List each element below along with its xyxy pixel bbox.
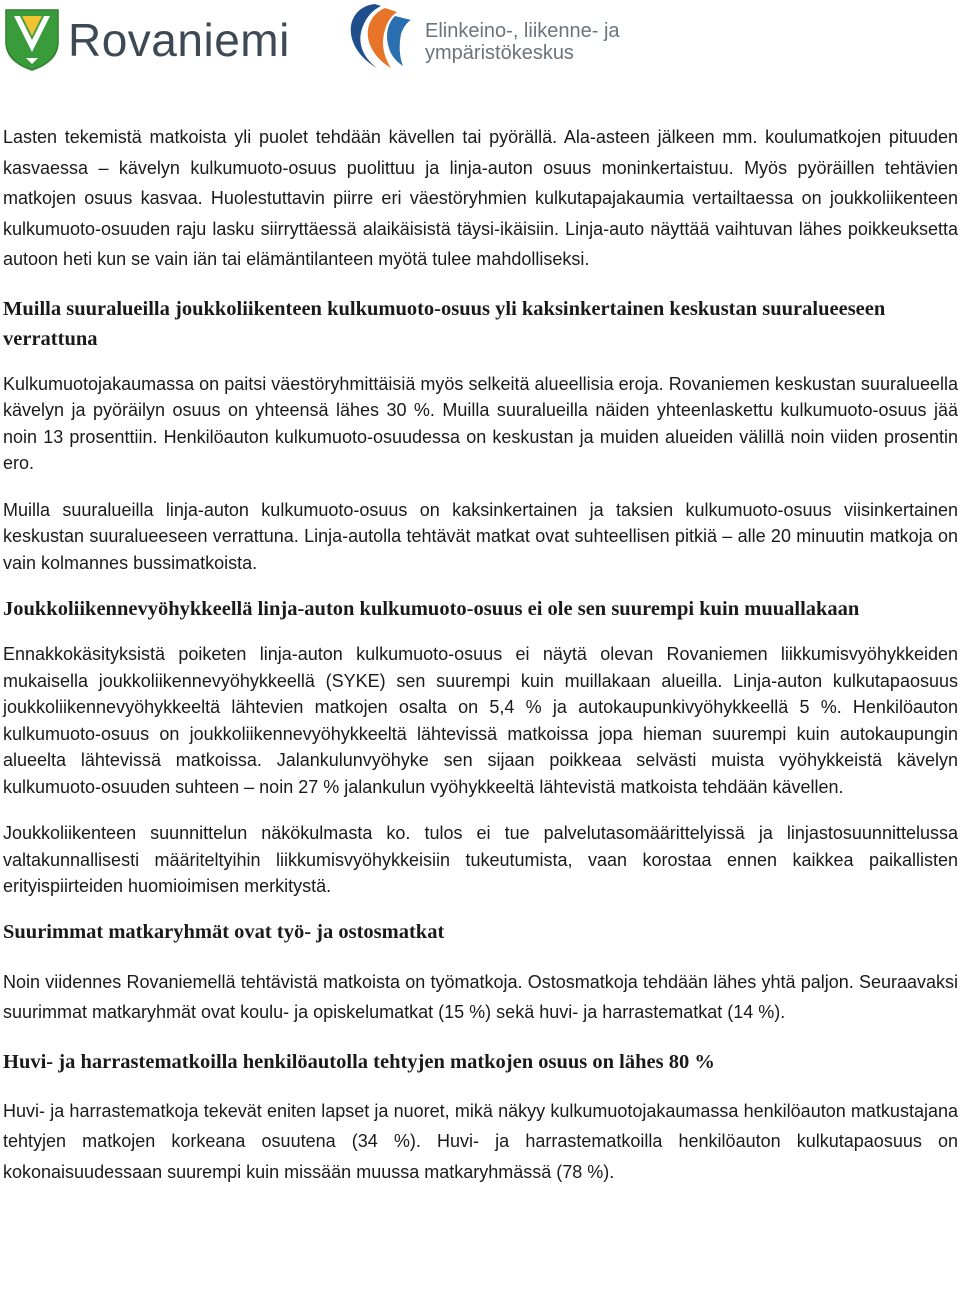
ely-emblem-icon	[345, 0, 415, 74]
document-body	[3, 122, 958, 1187]
ely-logo	[345, 0, 620, 74]
section-regional-differences	[3, 294, 958, 577]
ely-name-line1: Elinkeino-, liikenne- ja	[425, 20, 620, 42]
paragraph: Muilla suuralueilla linja-auton kulkumuoto-osuus on kaksinkertainen ja taksien kulkumuoto-osuus viisinkertainen keskustan suuralueeseen verrattuna. Linja-autolla tehtävät matkat ovat suhteellisen pitkiä – alle 20 minuutin matkoja on vain kolmannes bussimatkoista.	[3, 499, 958, 573]
paragraph: Lasten tekemistä matkoista yli puolet tehdään kävellen tai pyörällä. Ala-asteen jälkeen mm. koulumatkojen pituuden kasvaessa – kävelyn kulkumuoto-osuus puolittuu ja linja-auton osuus moninkertaistuu. Myös pyöräillen tehtävien matkojen osuus kasvaa. Huolestuttavin piirre eri väestöryhmien kulkutapajakaumia vertailtaessa on joukkoliikenteen kulkumuoto-osuuden raju lasku siirryttäessä alaikäisistä täysi-ikäisiin. Linja-auto näyttää vaihtuvan lähes poikkeuksetta autoon heti kun se vain iän tai elämäntilanteen myötä tulee mahdolliseksi.	[3, 127, 958, 270]
section-heading: Suurimmat matkaryhmät ovat työ- ja ostosmatkat	[3, 920, 445, 943]
section-heading: Muilla suuralueilla joukkoliikenteen kulkumuoto-osuus yli kaksinkertainen keskustan suuralueeseen verrattuna	[3, 297, 886, 350]
rovaniemi-logo	[4, 8, 290, 72]
section-trip-groups	[3, 917, 958, 1028]
paragraph: Kulkumuotojakaumassa on paitsi väestöryhmittäisiä myös selkeitä alueellisia eroja. Rovaniemen keskustan suuralueella kävelyn ja pyöräilyn osuus on yhteensä lähes 30 %. Muilla suuralueilla näiden yhteenlaskettu kulkumuoto-osuus jää noin 13 prosenttiin. Henkilöauton kulkumuoto-osuudessa on keskustan ja muiden alueiden välillä noin viiden prosentin ero.	[3, 373, 958, 474]
paragraph: Ennakkokäsityksistä poiketen linja-auton kulkumuoto-osuus ei näytä olevan Rovaniemen liikkumisvyöhykkeiden mukaisella joukkoliikennevyöhykkeellä (SYKE) sen suurempi kuin muillakaan alueilla. Linja-auton kulkutapaosuus joukkoliikennevyöhykkeeltä lähtevien matkojen osalta on 5,4 % ja autokaupunkivyöhykkeellä 5 %. Henkilöauton kulkumuoto-osuus on joukkoliikennevyöhykkeeltä lähtevissä matkoissa jopa hieman suurempi kuin autokaupungin alueelta lähtevissä matkoissa. Jalankulunvyöhyke sen sijaan poikkeaa selvästi muista vyöhykkeistä kävelyn kulkumuoto-osuuden suhteen – noin 27 % jalankulun vyöhykkeeltä lähtevistä matkoista tehdään kävellen.	[3, 644, 958, 797]
section-leisure-trips	[3, 1047, 958, 1188]
section-transit-zone	[3, 594, 958, 900]
page-header	[0, 0, 960, 80]
paragraph: Noin viidennes Rovaniemellä tehtävistä matkoista on työmatkoja. Ostosmatkoja tehdään lähes yhtä paljon. Seuraavaksi suurimmat matkaryhmät ovat koulu- ja opiskelumatkat (15 %) sekä huvi- ja harrastematkat (14 %).	[3, 971, 958, 1023]
logo-wordmark: Rovaniemi	[68, 14, 290, 66]
intro-section	[3, 122, 958, 275]
paragraph: Huvi- ja harrastematkoja tekevät eniten lapset ja nuoret, mikä näkyy kulkumuotojakaumassa henkilöauton matkustajana tehtyjen matkojen korkeana osuutena (34 %). Huvi- ja harrastematkoilla henkilöauton kulkutapaosuus on kokonaisuudessaan suurempi kuin missään muussa matkaryhmässä (78 %).	[3, 1100, 958, 1182]
rovaniemi-coat-of-arms-icon	[4, 8, 60, 72]
ely-name-line2: ympäristökeskus	[425, 42, 574, 64]
section-heading: Huvi- ja harrastematkoilla henkilöautolla tehtyjen matkojen osuus on lähes 80 %	[3, 1050, 715, 1073]
section-heading: Joukkoliikennevyöhykkeellä linja-auton kulkumuoto-osuus ei ole sen suurempi kuin muuallakaan	[3, 598, 860, 621]
paragraph: Joukkoliikenteen suunnittelun näkökulmasta ko. tulos ei tue palvelutasomäärittelyissä ja linjastosuunnittelussa valtakunnallisesti määriteltyihin liikkumisvyöhykkeisiin tukeutumista, vaan korostaa ennen kaikkea paikallisten erityispiirteiden huomioimisen merkitystä.	[3, 823, 958, 897]
